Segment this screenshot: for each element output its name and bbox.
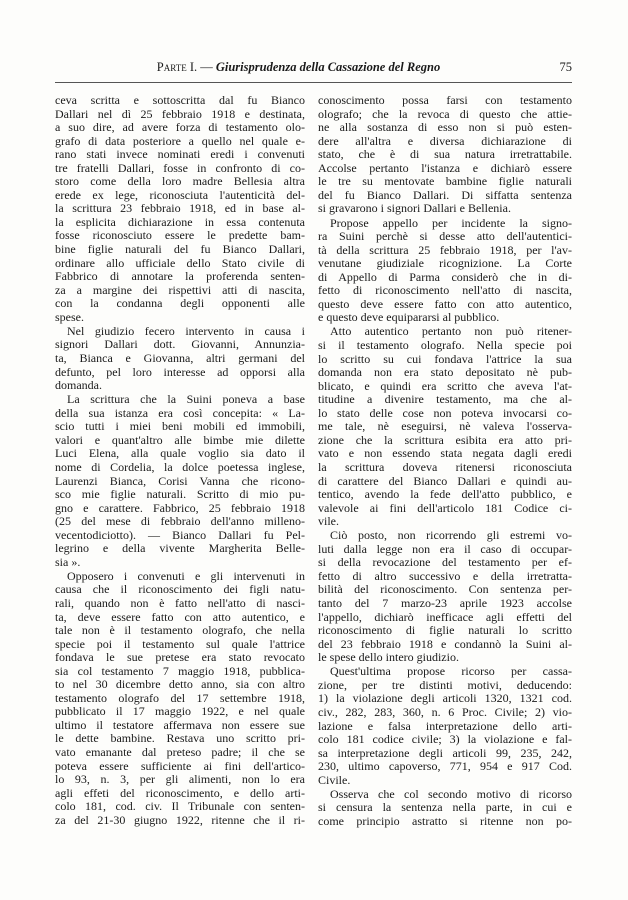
text-line: scio tutti i miei beni mobili ed immobili, — [55, 419, 305, 434]
text-line: signori Dallari dott. Giovanni, Annunzia- — [55, 337, 305, 352]
text-line: la esplicita dichiarazione in essa contenuta — [55, 214, 305, 229]
text-line: del 23 febbraio 1918 e condannò la Suini al- — [318, 636, 572, 651]
text-line: Civile. — [318, 772, 351, 787]
text-line: rano stati invece nominati eredi i convenuti — [55, 147, 305, 162]
paragraph — [55, 94, 305, 324]
text-line: spese. — [55, 309, 84, 324]
text-line: pubblicato il 17 maggio 1922, e nel quale — [55, 704, 305, 719]
text-line: tanto del 7 marzo-23 aprile 1923 accolse — [318, 596, 572, 611]
paragraph — [318, 788, 572, 829]
paragraph — [318, 325, 572, 528]
text-line: fetto di altro successivo e della irretratta- — [318, 568, 572, 583]
text-line: le tre su mentovate bambine figlie naturali — [318, 174, 572, 189]
text-line: valori e quant'altro alle bimbe mie dilette — [55, 432, 305, 447]
text-line: dere all'altra e diversa dichiarazione di — [318, 133, 572, 148]
text-line: le spese dello intero giudizio. — [318, 650, 459, 665]
text-line: colo 181, cod. civ. Il Tribunale con senten- — [55, 799, 305, 814]
paragraph — [318, 665, 572, 787]
paragraph — [55, 393, 305, 569]
text-line: tale non è il testamento olografo, che nella — [55, 623, 305, 638]
text-line: ne alla sostanza di esso non si può esten- — [318, 120, 572, 135]
page-number: 75 — [559, 60, 572, 74]
paragraph — [318, 529, 572, 664]
running-header — [55, 58, 572, 78]
text-line: domanda non era stato depositato nè pub- — [318, 365, 572, 380]
text-line: ta, deve essere fatto con atto autentico, e — [55, 609, 305, 624]
text-line: sia ». — [55, 554, 81, 569]
text-line: Accolse pertanto l'istanza e dichiarò essere — [318, 160, 572, 175]
text-line: fetto di riconoscimento nell'atto di nascita, — [318, 283, 572, 298]
text-line: ultimo il testatore affermava non essere sue — [55, 717, 305, 732]
text-line: za a margine dei rispettivi atti di nascita, — [55, 282, 305, 297]
text-line: la scrittura 23 febbraio 1918, ed in base al- — [55, 201, 305, 216]
text-line: ra Suini perchè si desse atto dell'autentici- — [318, 229, 572, 244]
text-line: lo scritto su cui fondava l'attrice la sua — [318, 351, 572, 366]
text-line: sco mie figlie naturali. Scritto di mio pu- — [55, 487, 305, 502]
text-line: to nel 30 dicembre detto anno, sia con altro — [55, 677, 305, 692]
text-line: vecentodiciotto). — Bianco Dallari fu Pel- — [55, 527, 305, 542]
header-rule — [55, 82, 572, 83]
text-line: 1) la violazione degli articoli 1320, 1321 cod. — [318, 691, 572, 706]
text-line: fondava le sue pretese era stato revocato — [55, 650, 305, 665]
text-line: ceva scritta e sottoscritta dal fu Bianco — [55, 93, 305, 107]
text-line: Ciò posto, non ricorrendo gli estremi vo- — [330, 528, 572, 543]
text-line: testamento olografo del 17 settembre 1918, — [55, 690, 305, 705]
text-line: Dallari nel dì 25 febbraio 1918 e destinata, — [55, 106, 305, 121]
text-line: domanda. — [55, 378, 102, 393]
text-line: La scrittura che la Suini poneva a base — [67, 392, 305, 407]
text-line: sa interpretazione degli articoli 99, 235, 242, — [318, 745, 572, 760]
text-line: stato, che è di sua natura irretrattabile. — [318, 147, 572, 162]
text-line: fosse riconosciuto essere le predette bam- — [55, 228, 305, 243]
header-part: Parte I. — [156, 60, 198, 74]
text-line: olografo; che la revoca di questo che attie- — [318, 106, 572, 121]
text-line: vato emanante dal preteso padre; il che se — [55, 745, 305, 760]
text-line: vato e non essendo stata negata dagli eredi — [318, 446, 572, 461]
text-line: con la condanna degli opponenti alle — [55, 296, 305, 311]
text-line: lo 93, n. 3, per gli alimenti, non lo era — [55, 772, 305, 787]
text-line: venutane giudiziale ricognizione. La Corte — [318, 256, 572, 271]
text-line: defunto, pel loro interesse ad opporsi alla — [55, 364, 305, 379]
text-line: 230, ultimo capoverso, 771, 954 e 917 Cod. — [318, 759, 572, 774]
text-line: zione, per tre distinti motivi, deducendo: — [318, 677, 572, 692]
text-line: gno e carattere. Fabbrico, 25 febbraio 1918 — [55, 500, 305, 515]
text-line: Propose appello per incidente la signo- — [330, 215, 572, 230]
text-line: me tale, nè eseguirsi, nè valeva l'osserva- — [318, 419, 572, 434]
header-title: Giurisprudenza della Cassazione del Regno — [215, 60, 441, 74]
text-line: le dette bambine. Restava uno scritto pri- — [55, 731, 305, 746]
text-line: agli effeti del riconoscimento, e dello arti- — [55, 785, 305, 800]
text-line: za del 21-30 giugno 1922, ritenne che il ri- — [55, 812, 305, 827]
text-line: lazione e falsa interpretazione dello arti- — [318, 718, 572, 733]
text-line: Luci Elena, alla quale voglio sia dato il — [55, 446, 305, 461]
text-line: riconoscimento di figlie naturali lo scritto — [318, 623, 572, 638]
text-line: conoscimento possa farsi con testamento — [318, 93, 572, 107]
text-line: poteva essere sufficiente ai fini dell'artico- — [55, 758, 305, 773]
text-line: (25 del mese di febbraio dell'anno milleno- — [55, 514, 305, 529]
paragraph — [318, 217, 572, 325]
text-line: colo 181 codice civile; 3) la violazione e fal- — [318, 732, 572, 747]
text-line: Quest'ultima propose ricorso per cassa- — [330, 664, 572, 679]
text-line: come principio astratto si ritenne non po- — [318, 813, 572, 828]
text-line: di carattere del Bianco Dallari e quindi au- — [318, 473, 572, 488]
text-line: la scrittura doveva ritenersi riconosciuta — [318, 459, 572, 474]
text-line: della sua istanza era così concepita: « La- — [55, 405, 305, 420]
text-line: zione che la scrittura esibita era atto pri- — [318, 432, 572, 447]
text-line: ta, Bianca e Giovanna, altri germani del — [55, 350, 305, 365]
text-line: specie poi il testamento sul quale l'attrice — [55, 636, 305, 651]
paragraph — [318, 94, 572, 216]
text-line: a suo dire, ad avere forza di testamento olo- — [55, 120, 305, 135]
text-line: lo stato delle cose non poteva invocarsi co- — [318, 405, 572, 420]
text-line: rali, quando non è fatto nell'atto di nasci- — [55, 596, 305, 611]
text-line: valevole ai fini dell'articolo 181 Codice ci- — [318, 500, 572, 515]
text-line: si gravarono i signori Dallari e Bellenia. — [318, 201, 511, 216]
text-line: e questo deve equipararsi al pubblico. — [318, 310, 500, 325]
text-line: storo come della loro madre Bellesia altra — [55, 174, 305, 189]
text-line: grafo di data posteriore a quello nel quale e- — [55, 133, 305, 148]
text-line: tentico, avendo la fede dell'atto pubblico, e — [318, 487, 572, 502]
text-line: nome di Cordelia, la dolce poetessa inglese, — [55, 459, 305, 474]
text-line: legrino e della vivente Margherita Belle- — [55, 541, 305, 556]
text-line: Atto autentico pertanto non può ritener- — [330, 324, 572, 339]
text-line: questo deve essere fatto con atto autentico, — [318, 296, 572, 311]
text-column-right — [318, 94, 572, 829]
paragraph — [55, 325, 305, 393]
text-line: civ., 282, 283, 360, n. 6 Proc. Civile; 2) vio- — [318, 704, 572, 719]
text-line: luti dalla legge non era il caso di occupar- — [318, 541, 572, 556]
text-line: si il testamento olografo. Nella specie poi — [318, 338, 572, 353]
text-line: Laurenzi Bianca, Corisi Vanna che ricono- — [55, 473, 305, 488]
text-line: l'appello, dichiarò inefficace agli effetti del — [318, 609, 572, 624]
text-line: ordinare allo ufficiale dello Stato civile di — [55, 255, 305, 270]
running-title — [55, 60, 542, 75]
text-line: del fu Bianco Dallari. Di siffatta sentenza — [318, 187, 572, 202]
header-dash: — — [197, 60, 216, 74]
text-line: titudine a divenire testamento, ma che al- — [318, 392, 572, 407]
text-line: si della revocazione del testamento per ef- — [318, 555, 572, 570]
text-line: causa che il riconoscimento dei figli natu- — [55, 582, 305, 597]
text-line: tà della scrittura 25 febbraio 1918, per l'av- — [318, 242, 572, 257]
text-line: tre fratelli Dallari, fosse in confronto di co- — [55, 160, 305, 175]
text-line: bilità del riconoscimento. Con sentenza per- — [318, 582, 572, 597]
text-line: Nel giudizio fecero intervento in causa i — [67, 323, 305, 338]
text-line: erede ex lege, riconosciuta l'autenticità del- — [55, 187, 305, 202]
text-line: sia col testamento 7 maggio 1918, pubblica- — [55, 663, 305, 678]
text-line: Fabbrico di annotare la proferenda senten- — [55, 269, 305, 284]
text-line: Osserva che col secondo motivo di ricorso — [330, 786, 572, 801]
text-line: bine figlie naturali del fu Bianco Dallari, — [55, 242, 305, 257]
text-line: vile. — [318, 514, 339, 529]
text-line: Opposero i convenuti e gli intervenuti in — [67, 568, 305, 583]
text-column-left — [55, 94, 305, 828]
text-line: blicato, e quindi era scritto che aveva l'at- — [318, 378, 572, 393]
text-line: si censura la sentenza nella parte, in cui e — [318, 800, 572, 815]
text-line: di Appello di Parma considerò che in di- — [318, 269, 572, 284]
paragraph — [55, 570, 305, 827]
